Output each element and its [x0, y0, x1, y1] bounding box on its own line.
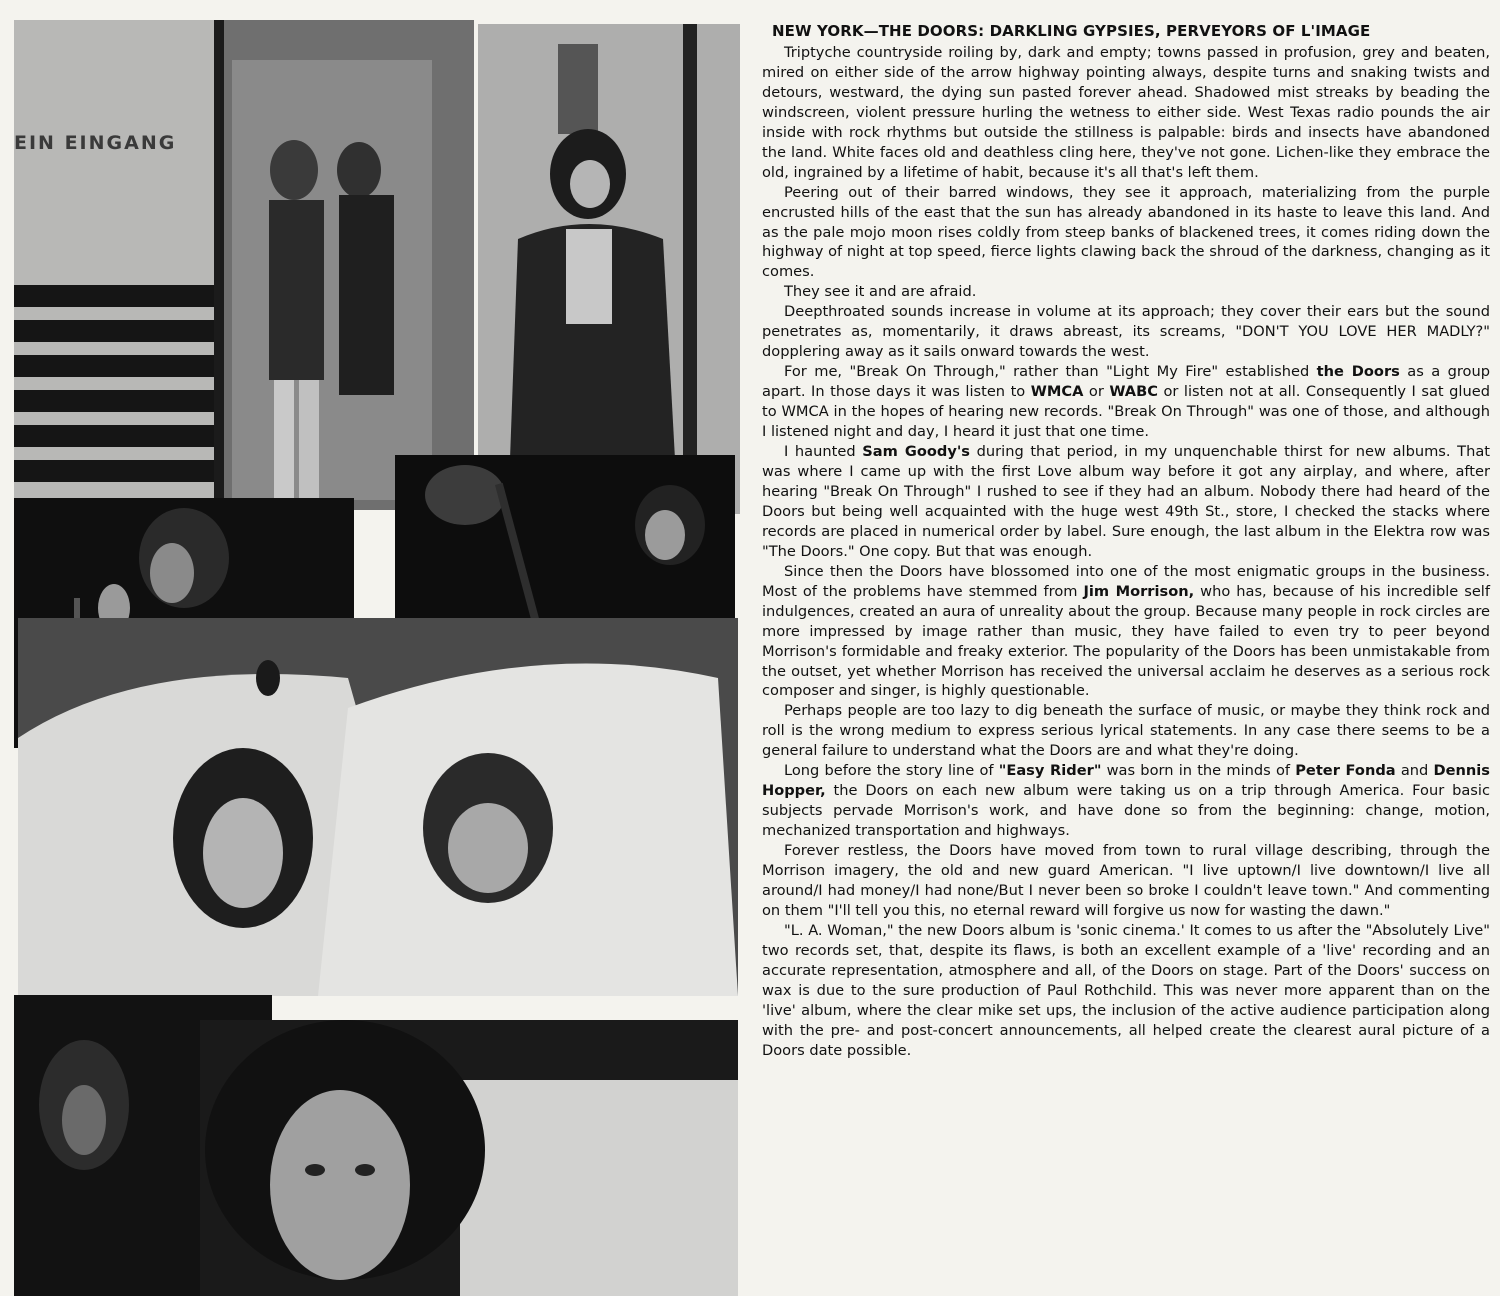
sign-entrance-text: EIN EINGANG	[14, 132, 177, 154]
photo-morrison-closeup	[200, 1020, 738, 1296]
bold-run: the Doors	[1316, 363, 1400, 381]
photo-arms-raised	[18, 618, 738, 996]
paragraph-10: Forever restless, the Doors have moved from town to rural village describing, through the Morrison imagery, the old and new guard American. "I live uptown/I live downtown/I live all around/I had money/I had none/But I never been so broke I couldn't leave town." And commenting on them "I'll tell you this, no eternal reward will forgive us now for wasting the dawn."	[762, 842, 1490, 919]
paragraph-9	[762, 761, 1490, 841]
paragraph-4: Deepthroated sounds increase in volume at its approach; they cover their ears but the sound penetrates as, momentarily, it draws abreast, its screams, "DON'T YOU LOVE HER MADLY?" dopplering away as it sails onward towards the west.	[762, 303, 1490, 361]
bold-run: "Easy Rider"	[998, 762, 1102, 780]
bold-run: WMCA	[1030, 383, 1084, 401]
bold-run: Sam Goody's	[862, 443, 970, 461]
paragraph-5	[762, 362, 1490, 442]
bold-run: Dennis Hopper,	[762, 762, 1490, 800]
text-run: was born in the minds of	[1101, 762, 1296, 780]
text-run: Long before the story line of	[784, 762, 999, 780]
paragraph-11: "L. A. Woman," the new Doors album is 'sonic cinema.' It comes to us after the "Absolutely Live" two records set, that, despite its flaws, is both an excellent example of a 'live' recording and an accurate representation, atmosphere and all, of the Doors on stage. Part of the Doors' success on wax is due to the sure production of Paul Rothchild. This was never more apparent than on the 'live' album, where the clear mike set ups, the inclusion of the active audience participation along with the pre- and post-concert announcements, all helped create the clearest aural picture of a Doors date possible.	[762, 921, 1490, 1059]
text-run: Since then the Doors have blossomed into one of the most enigmatic groups in the business. Most of the problems have stemmed from	[762, 562, 1490, 600]
text-run: the Doors on each new album were taking us on a trip through America. Four basic subjects pervade Morrison's work, and have done so from the beginning: change, motion, mechanized transportation and highways.	[762, 782, 1490, 840]
paragraph-8: Perhaps people are too lazy to dig beneath the surface of music, or maybe they think rock and roll is the wrong medium to express serious lyrical statements. In any case there seems to be a general failure to understand what the Doors are and what they're doing.	[762, 702, 1490, 760]
text-run: or	[1083, 383, 1110, 401]
text-run: For me, "Break On Through," rather than "Light My Fire" established	[784, 363, 1317, 381]
text-run: who has, because of his incredible self indulgences, created an aura of unreality about the group. Because many people in rock circles are more impressed by image rather than music, they have failed to even try to peer beyond Morrison's formidable and freaky exterior. The popularity of the Doors has been unmistakable from the outset, yet whether Morrison has received the universal acclaim he deserves as a serious rock composer and singer, is highly questionable.	[762, 582, 1491, 700]
paragraph-2: Peering out of their barred windows, they see it approach, materializing from the purple encrusted hills of the east that the sun has already abandoned in its haste to leave this land. And as the pale mojo moon rises coldly from steep banks of blackened trees, it comes riding down the highway of night at top speed, fierce lights clawing back the shroud of the darkness, changing as it comes.	[762, 183, 1490, 281]
photo-band-entrance	[14, 20, 474, 510]
text-run: or listen not at all. Consequently I sat glued to WMCA in the hopes of hearing new records. "Break On Through" was one of those, and although I listened night and day, I heard it just that one time.	[762, 383, 1490, 441]
article-headline: NEW YORK—THE DOORS: DARKLING GYPSIES, PERVEYORS OF L'IMAGE	[772, 22, 1371, 40]
text-run: and	[1395, 762, 1434, 780]
paragraph-3: They see it and are afraid.	[784, 283, 977, 301]
article-column	[762, 22, 1490, 1061]
paragraph-1: Triptyche countryside roiling by, dark and empty; towns passed in profusion, grey and beaten, mired on either side of the arrow highway pointing always, despite turns and snaking twists and detours, westward, the dying sun pasted forever ahead. Shadowed mist streaks by beading the windscreen, violent pressure hurling the wetness to either side. West Texas radio pounds the air inside with rock rhythms but outside the stillness is palpable: birds and insects have abandoned the land. White faces old and deathless cling here, they've not gone. Lichen-like they embrace the old, ingrained by a lifetime of habit, because it's all that's left them.	[762, 43, 1490, 181]
text-run: during that period, in my unquenchable thirst for new albums. That was where I came up with the first Love album way before it got any airplay, and where, after hearing "Break On Through" I rushed to see if they had an album. Nobody there had heard of the Doors but being well acquainted with the huge west 49th St., store, I checked the stacks where records are placed in numerical order by label. Sure enough, the last album in the Elektra row was "The Doors." One copy. But that was enough.	[762, 443, 1490, 560]
paragraph-6	[762, 442, 1490, 562]
text-run: I haunted	[784, 443, 863, 461]
photo-morrison-doorway	[478, 24, 740, 514]
bold-run: WABC	[1109, 383, 1158, 401]
paragraph-7	[762, 562, 1490, 702]
bold-run: Jim Morrison,	[1083, 582, 1195, 600]
bold-run: Peter Fonda	[1295, 762, 1396, 780]
text-run: as a group apart. In those days it was listen to	[762, 363, 1490, 401]
